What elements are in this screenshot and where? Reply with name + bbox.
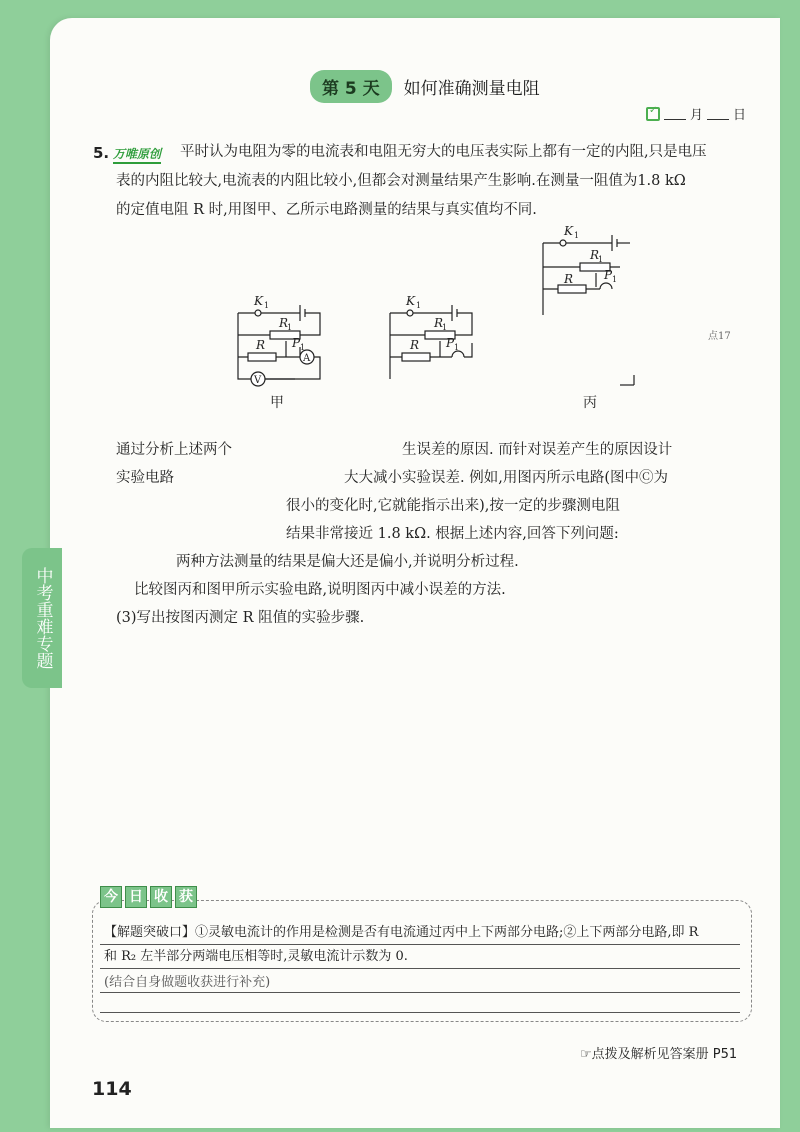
question-line: 表的内阻比较大,电流表的内阻比较小,但都会对测量结果产生影响.在测量一阻值为1.8 kΩ xyxy=(116,173,686,189)
gain-hint-line: 和 R₂ 左半部分两端电压相等时,灵敏电流计示数为 0. xyxy=(104,949,408,964)
answer-reference: ☞点拨及解析见答案册 P51 xyxy=(580,1047,738,1062)
label-p1: P xyxy=(292,336,301,350)
label-k1: K xyxy=(254,294,263,308)
month-label: 月 xyxy=(690,108,704,123)
voltmeter-icon: V xyxy=(254,375,262,386)
label-sub: 1 xyxy=(454,343,460,352)
day-blank[interactable] xyxy=(707,107,729,120)
body-line: 通过分析上述两个 生误差的原因. 而针对误差产生的原因设计 xyxy=(116,442,673,458)
gain-char: 日 xyxy=(125,886,147,908)
circuit-yi xyxy=(390,305,472,379)
label-k1: K xyxy=(564,224,573,238)
label-sub: 1 xyxy=(574,231,580,240)
day-label: 日 xyxy=(733,108,747,123)
label-r: R xyxy=(564,272,574,286)
body-line: 很小的变化时,它就能指示出来),按一定的步骤测电阻 xyxy=(286,498,620,514)
label-sub: 1 xyxy=(287,323,293,332)
label-r: R xyxy=(410,338,420,352)
rule-line xyxy=(100,1012,740,1013)
rule-line xyxy=(100,944,740,945)
body-line: 比较图丙和图甲所示实验电路,说明图丙中减小误差的方法. xyxy=(134,582,506,598)
figure-label-jia: 甲 xyxy=(270,395,284,411)
body-line: 实验电路 大大减小实验误差. 例如,用图丙所示电路(图中Ⓒ为 xyxy=(116,470,668,486)
label-sub: 1 xyxy=(416,301,422,310)
body-line: 结果非常接近 1.8 kΩ. 根据上述内容,回答下列问题: xyxy=(286,526,619,542)
label-r1: R xyxy=(590,248,600,262)
body-line: 两种方法测量的结果是偏大还是偏小,并说明分析过程. xyxy=(176,554,519,570)
label-sub: 1 xyxy=(598,255,604,264)
date-row xyxy=(646,104,746,123)
today-gain-title xyxy=(100,886,197,908)
figure-label-bing: 丙 xyxy=(583,395,597,411)
rule-line xyxy=(100,992,740,993)
gain-char: 获 xyxy=(175,886,197,908)
truncated-label: 点17 xyxy=(708,331,731,342)
label-sub: 1 xyxy=(300,343,306,352)
calendar-check-icon xyxy=(646,107,660,121)
page-number: 114 xyxy=(92,1078,132,1100)
label-k1: K xyxy=(406,294,415,308)
question-line: 的定值电阻 R 时,用图甲、乙所示电路测量的结果与真实值均不同. xyxy=(116,202,537,218)
label-p1: P xyxy=(446,336,455,350)
gain-char: 今 xyxy=(100,886,122,908)
label-r1: R xyxy=(279,316,289,330)
circuit-bing xyxy=(543,235,634,385)
body-line: (3)写出按图丙测定 R 阻值的实验步骤. xyxy=(116,610,365,626)
page-title: 如何准确测量电阻 xyxy=(403,79,540,99)
side-tab: 中考重难专题 xyxy=(22,548,62,688)
question-number: 5. xyxy=(93,144,110,162)
month-blank[interactable] xyxy=(664,107,686,120)
label-p1: P xyxy=(604,268,613,282)
gain-hint-line: 【解题突破口】①灵敏电流计的作用是检测是否有电流通过丙中上下两部分电路;②上下两部分电路,即 R xyxy=(104,925,699,940)
ammeter-icon: A xyxy=(303,353,311,364)
label-r: R xyxy=(256,338,266,352)
label-sub: 1 xyxy=(442,323,448,332)
page-header xyxy=(310,70,540,103)
gain-char: 收 xyxy=(150,886,172,908)
label-sub: 1 xyxy=(612,275,618,284)
gain-note: (结合自身做题收获进行补充) xyxy=(104,975,271,990)
day-badge: 第 5 天 xyxy=(310,70,392,103)
rule-line xyxy=(100,968,740,969)
label-sub: 1 xyxy=(264,301,270,310)
question-tag: 万唯原创 xyxy=(113,145,161,164)
label-r1: R xyxy=(434,316,444,330)
question-line: 平时认为电阻为零的电流表和电阻无穷大的电压表实际上都有一定的内阻,只是电压 xyxy=(180,144,707,160)
